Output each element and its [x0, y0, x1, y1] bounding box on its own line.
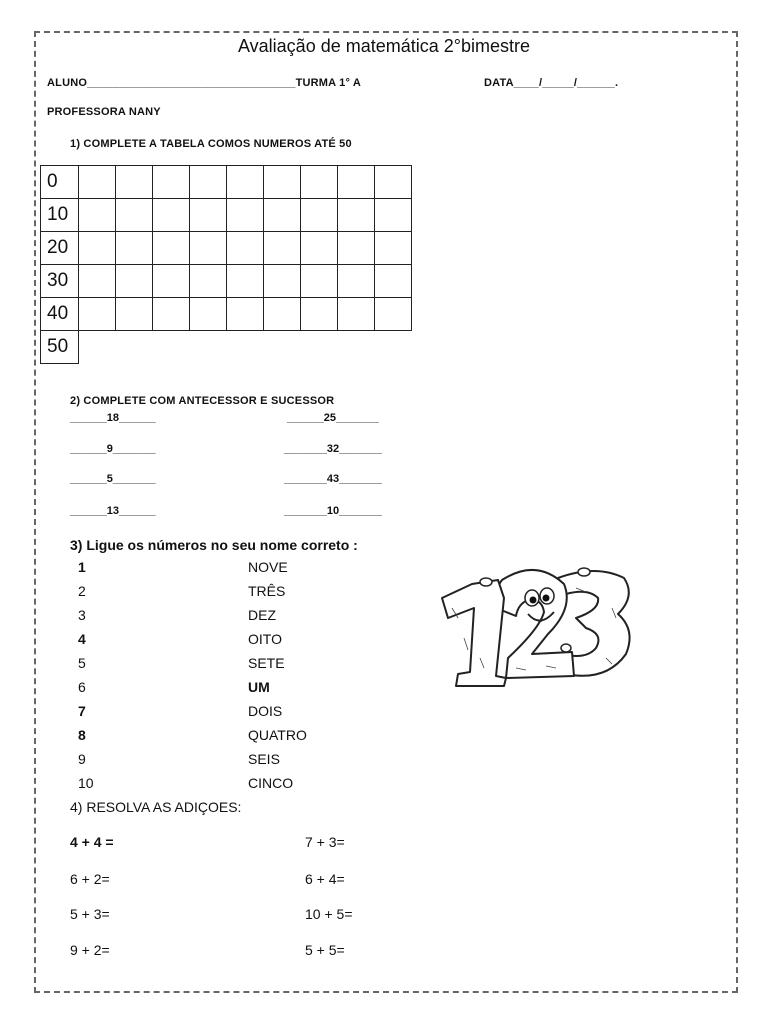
match-word[interactable]: TRÊS — [248, 583, 286, 599]
teacher-name: PROFESSORA NANY — [47, 106, 161, 118]
table-cell[interactable] — [190, 265, 227, 298]
table-cell[interactable] — [79, 166, 116, 199]
table-cell[interactable] — [338, 298, 375, 331]
table-cell[interactable] — [116, 199, 153, 232]
table-cell[interactable] — [79, 298, 116, 331]
match-number[interactable]: 4 — [78, 631, 86, 647]
table-cell[interactable] — [301, 265, 338, 298]
match-word[interactable]: SETE — [248, 655, 285, 671]
table-cell[interactable] — [264, 265, 301, 298]
row-label: 40 — [41, 298, 79, 331]
table-cell[interactable] — [79, 232, 116, 265]
table-cell[interactable] — [338, 232, 375, 265]
predecessor-successor-item[interactable]: ______13______ — [70, 505, 156, 517]
student-name-line: ALUNO_________________________________TURMA 1° A — [47, 77, 362, 89]
match-word[interactable]: QUATRO — [248, 727, 307, 743]
table-cell[interactable] — [264, 232, 301, 265]
table-row — [41, 265, 412, 298]
table-cell[interactable] — [338, 199, 375, 232]
row-label: 30 — [41, 265, 79, 298]
predecessor-successor-item[interactable]: ______25_______ — [287, 412, 379, 424]
number-table — [40, 165, 412, 364]
table-cell[interactable] — [338, 265, 375, 298]
table-cell[interactable] — [153, 298, 190, 331]
table-cell[interactable] — [153, 199, 190, 232]
match-word[interactable]: UM — [248, 679, 270, 695]
table-cell[interactable] — [375, 298, 412, 331]
predecessor-successor-item[interactable]: ______18______ — [70, 412, 156, 424]
match-word[interactable]: DEZ — [248, 607, 276, 623]
table-cell[interactable] — [264, 298, 301, 331]
table-cell[interactable] — [116, 298, 153, 331]
table-cell[interactable] — [338, 166, 375, 199]
predecessor-successor-item[interactable]: ______9_______ — [70, 443, 156, 455]
addition-problem[interactable]: 9 + 2= — [70, 942, 110, 958]
table-cell[interactable] — [227, 298, 264, 331]
row-label: 20 — [41, 232, 79, 265]
table-cell[interactable] — [190, 232, 227, 265]
table-row — [41, 166, 412, 199]
addition-problem[interactable]: 6 + 2= — [70, 871, 110, 887]
table-cell[interactable] — [301, 166, 338, 199]
table-cell[interactable] — [190, 166, 227, 199]
addition-problem[interactable]: 7 + 3= — [305, 834, 345, 850]
match-number[interactable]: 5 — [78, 655, 86, 671]
predecessor-successor-item[interactable]: _______43_______ — [284, 473, 382, 485]
predecessor-successor-item[interactable]: _______32_______ — [284, 443, 382, 455]
table-cell[interactable] — [375, 199, 412, 232]
table-cell[interactable] — [375, 265, 412, 298]
table-cell[interactable] — [79, 265, 116, 298]
table-cell[interactable] — [375, 232, 412, 265]
table-cell[interactable] — [264, 199, 301, 232]
question-3-title: 3) Ligue os números no seu nome correto : — [70, 537, 358, 553]
match-number[interactable]: 1 — [78, 559, 86, 575]
table-row — [41, 199, 412, 232]
row-label: 0 — [41, 166, 79, 199]
match-word[interactable]: NOVE — [248, 559, 288, 575]
match-word[interactable]: SEIS — [248, 751, 280, 767]
match-number[interactable]: 3 — [78, 607, 86, 623]
row-label: 50 — [41, 331, 79, 364]
match-number[interactable]: 7 — [78, 703, 86, 719]
addition-problem[interactable]: 5 + 5= — [305, 942, 345, 958]
addition-problem[interactable]: 5 + 3= — [70, 906, 110, 922]
date-line: DATA____/_____/______. — [484, 77, 619, 89]
predecessor-successor-item[interactable]: ______5_______ — [70, 473, 156, 485]
table-cell[interactable] — [79, 199, 116, 232]
question-4-title: 4) RESOLVA AS ADIÇOES: — [70, 799, 242, 815]
table-cell[interactable] — [116, 232, 153, 265]
table-cell[interactable] — [190, 298, 227, 331]
table-row — [41, 331, 412, 364]
table-cell[interactable] — [301, 298, 338, 331]
table-cell[interactable] — [227, 265, 264, 298]
table-cell[interactable] — [116, 265, 153, 298]
table-cell[interactable] — [153, 265, 190, 298]
table-cell[interactable] — [153, 166, 190, 199]
addition-problem[interactable]: 6 + 4= — [305, 871, 345, 887]
table-cell[interactable] — [375, 166, 412, 199]
question-2-title: 2) COMPLETE COM ANTECESSOR E SUCESSOR — [70, 395, 335, 407]
table-cell[interactable] — [227, 166, 264, 199]
predecessor-successor-item[interactable]: _______10_______ — [284, 505, 382, 517]
match-number[interactable]: 9 — [78, 751, 86, 767]
match-word[interactable]: DOIS — [248, 703, 283, 719]
table-cell[interactable] — [301, 232, 338, 265]
match-number[interactable]: 2 — [78, 583, 86, 599]
table-cell[interactable] — [227, 199, 264, 232]
page-title: Avaliação de matemática 2°bimestre — [237, 36, 530, 56]
table-cell[interactable] — [153, 232, 190, 265]
table-cell[interactable] — [227, 232, 264, 265]
table-cell[interactable] — [264, 166, 301, 199]
table-cell[interactable] — [116, 166, 153, 199]
addition-problem[interactable]: 10 + 5= — [305, 906, 353, 922]
table-empty-space — [79, 331, 412, 364]
numerals-123-illustration — [436, 558, 636, 688]
table-row — [41, 298, 412, 331]
match-word[interactable]: CINCO — [248, 775, 294, 791]
match-number[interactable]: 10 — [78, 775, 94, 791]
table-cell[interactable] — [301, 199, 338, 232]
table-cell[interactable] — [190, 199, 227, 232]
match-number[interactable]: 8 — [78, 727, 86, 743]
match-word[interactable]: OITO — [248, 631, 282, 647]
row-label: 10 — [41, 199, 79, 232]
addition-problem[interactable]: 4 + 4 = — [70, 834, 114, 850]
question-1-title: 1) COMPLETE A TABELA COMOS NUMEROS ATÉ 50 — [70, 138, 352, 150]
table-row — [41, 232, 412, 265]
match-number[interactable]: 6 — [78, 679, 86, 695]
